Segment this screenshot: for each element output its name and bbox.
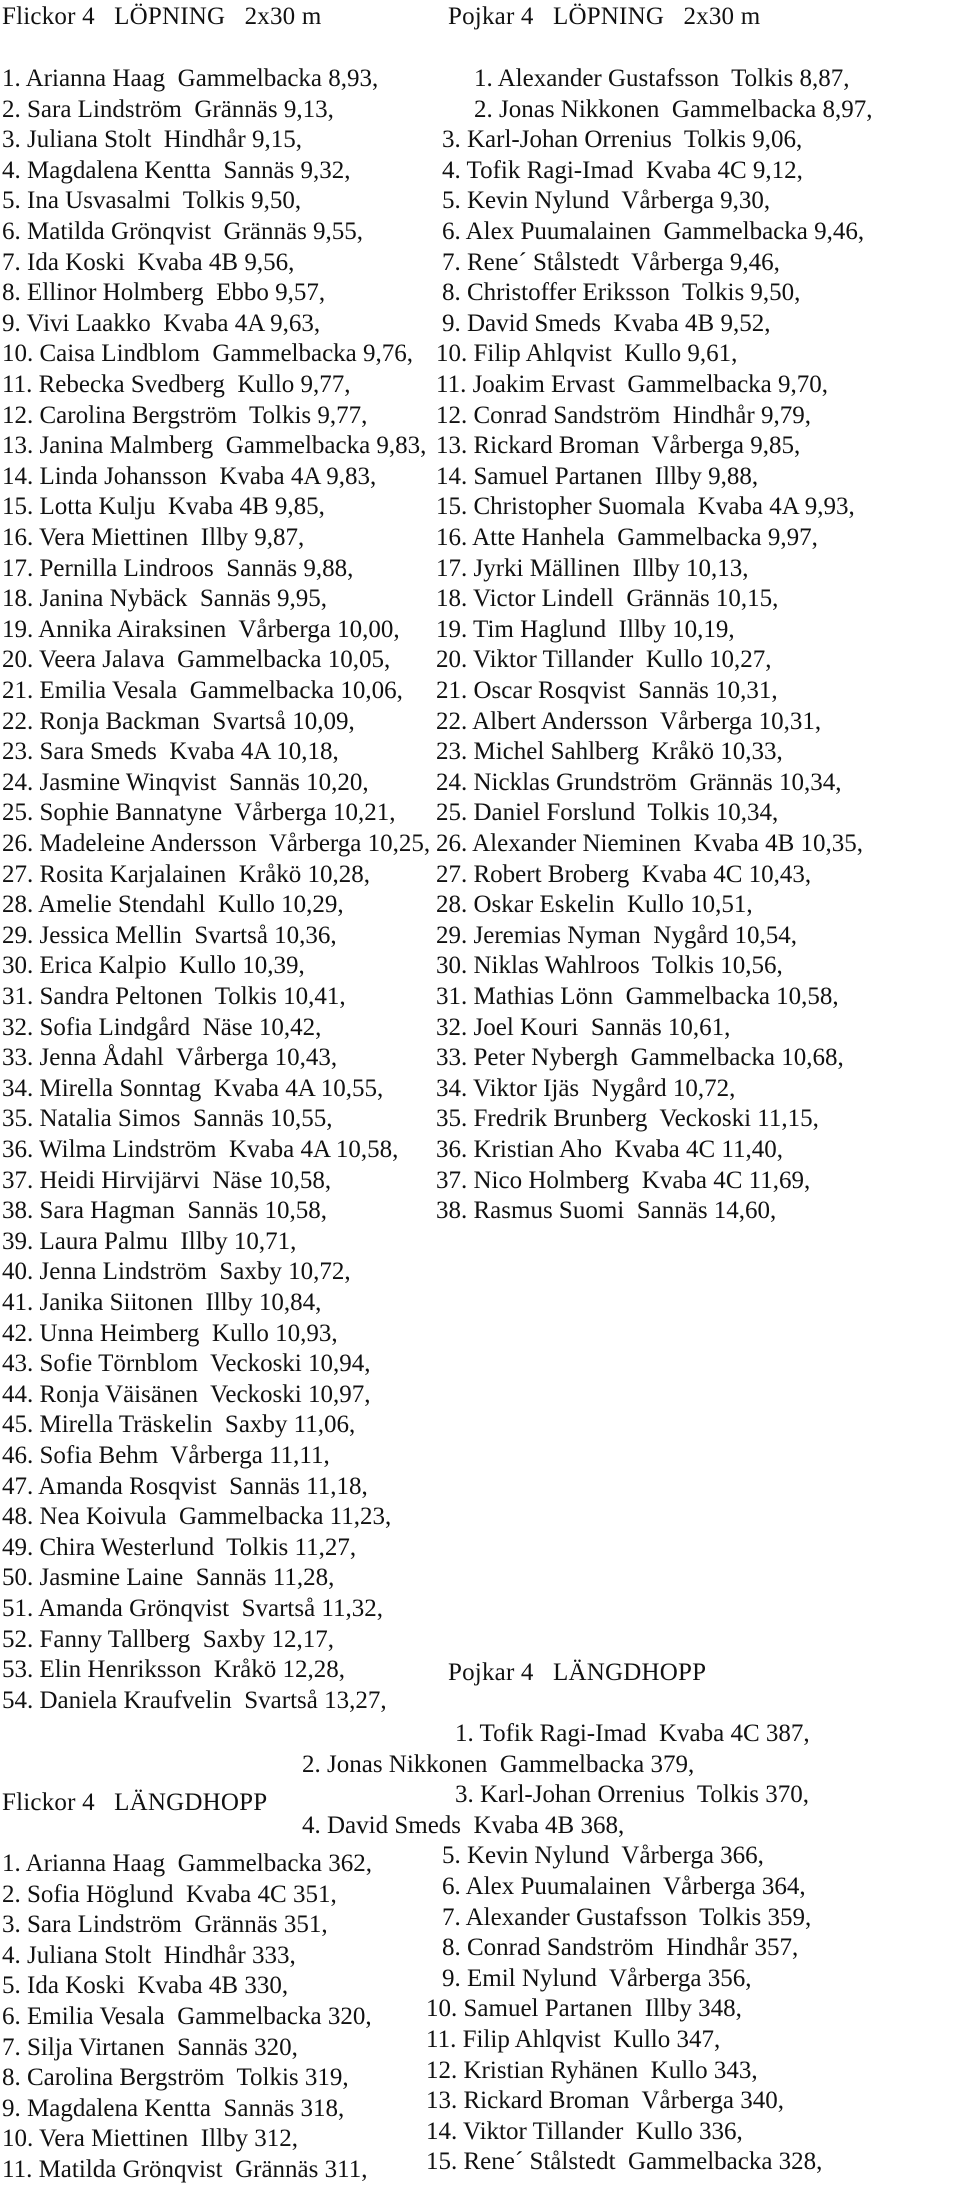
result-line: 7. Alexander Gustafsson Tolkis 359, [442,1903,812,1931]
result-line: 24. Jasmine Winqvist Sannäs 10,20, [2,768,369,796]
result-line: 38. Sara Hagman Sannäs 10,58, [2,1197,327,1225]
result-line: 11. Filip Ahlqvist Kullo 347, [426,2026,721,2053]
result-line: 29. Jessica Mellin Svartså 10,36, [2,921,337,949]
result-line: 20. Viktor Tillander Kullo 10,27, [436,646,772,674]
result-line: 19. Tim Haglund Illby 10,19, [436,615,735,643]
result-line: 49. Chira Westerlund Tolkis 11,27, [2,1533,357,1561]
result-line: 32. Joel Kouri Sannäs 10,61, [436,1013,731,1041]
result-line: 34. Viktor Ijäs Nygård 10,72, [436,1074,736,1102]
result-line: 12. Kristian Ryhänen Kullo 343, [426,2056,758,2084]
result-line: 6. Alex Puumalainen Gammelbacka 9,46, [442,218,865,245]
result-line: 30. Erica Kalpio Kullo 10,39, [2,952,305,980]
result-line: 27. Rosita Karjalainen Kråkö 10,28, [2,860,370,888]
result-line: 1. Alexander Gustafsson Tolkis 8,87, [474,65,850,92]
girls-run-heading: Flickor 4 LÖPNING 2x30 m [2,3,322,30]
result-line: 46. Sofia Behm Vårberga 11,11, [2,1442,330,1469]
result-line: 6. Matilda Grönqvist Grännäs 9,55, [2,218,364,245]
result-line: 14. Samuel Partanen Illby 9,88, [436,462,759,490]
result-line: 5. Ida Koski Kvaba 4B 330, [2,1972,289,2000]
result-line: 54. Daniela Kraufvelin Svartså 13,27, [2,1686,387,1714]
result-line: 12. Carolina Bergström Tolkis 9,77, [2,401,368,429]
result-line: 15. Christopher Suomala Kvaba 4A 9,93, [436,493,855,521]
result-line: 8. Ellinor Holmberg Ebbo 9,57, [2,279,326,307]
result-line: 3. Juliana Stolt Hindhår 9,15, [2,126,302,154]
result-line: 15. Lotta Kulju Kvaba 4B 9,85, [2,493,325,521]
result-line: 1. Arianna Haag Gammelbacka 362, [2,1850,373,1877]
result-line: 39. Laura Palmu Illby 10,71, [2,1227,297,1255]
result-line: 33. Jenna Ådahl Vårberga 10,43, [2,1044,338,1072]
result-line: 41. Janika Siitonen Illby 10,84, [2,1289,322,1316]
result-line: 8. Carolina Bergström Tolkis 319, [2,2064,349,2092]
result-line: 19. Annika Airaksinen Vårberga 10,00, [2,615,400,643]
result-line: 1. Tofik Ragi-Imad Kvaba 4C 387, [455,1720,810,1747]
result-line: 3. Sara Lindström Grännäs 351, [2,1911,328,1939]
result-line: 10. Vera Miettinen Illby 312, [2,2125,299,2153]
result-line: 30. Niklas Wahlroos Tolkis 10,56, [436,952,783,980]
result-line: 29. Jeremias Nyman Nygård 10,54, [436,921,798,949]
result-line: 15. Rene´ Stålstedt Gammelbacka 328, [426,2148,823,2176]
result-line: 22. Albert Andersson Vårberga 10,31, [436,707,822,735]
result-line: 44. Ronja Väisänen Veckoski 10,97, [2,1380,371,1408]
result-line: 43. Sofie Törnblom Veckoski 10,94, [2,1350,371,1378]
result-line: 33. Peter Nybergh Gammelbacka 10,68, [436,1044,844,1072]
result-line: 14. Viktor Tillander Kullo 336, [426,2117,743,2145]
result-line: 23. Michel Sahlberg Kråkö 10,33, [436,738,783,766]
result-line: 36. Wilma Lindström Kvaba 4A 10,58, [2,1136,399,1163]
result-line: 35. Natalia Simos Sannäs 10,55, [2,1105,333,1133]
result-line: 14. Linda Johansson Kvaba 4A 9,83, [2,462,377,490]
result-line: 7. Ida Koski Kvaba 4B 9,56, [2,248,295,276]
result-line: 40. Jenna Lindström Saxby 10,72, [2,1258,351,1286]
result-line: 3. Karl-Johan Orrenius Tolkis 370, [455,1781,809,1809]
boys-jump-heading: Pojkar 4 LÄNGDHOPP [448,1659,707,1686]
result-line: 22. Ronja Backman Svartså 10,09, [2,707,355,735]
result-line: 47. Amanda Rosqvist Sannäs 11,18, [2,1472,368,1500]
result-line: 45. Mirella Träskelin Saxby 11,06, [2,1411,356,1439]
result-line: 10. Samuel Partanen Illby 348, [426,1995,742,2023]
result-line: 37. Nico Holmberg Kvaba 4C 11,69, [436,1166,811,1194]
result-line: 9. Emil Nylund Vårberga 356, [442,1964,752,1992]
result-line: 26. Madeleine Andersson Vårberga 10,25, [2,830,431,857]
result-line: 13. Rickard Broman Vårberga 340, [426,2087,785,2115]
result-line: 4. David Smeds Kvaba 4B 368, [302,1811,625,1839]
result-line: 21. Oscar Rosqvist Sannäs 10,31, [436,677,778,704]
result-line: 10. Caisa Lindblom Gammelbacka 9,76, [2,340,414,368]
result-line: 4. Tofik Ragi-Imad Kvaba 4C 9,12, [442,156,803,184]
result-line: 32. Sofia Lindgård Näse 10,42, [2,1013,322,1041]
result-line: 9. David Smeds Kvaba 4B 9,52, [442,309,771,337]
result-line: 24. Nicklas Grundström Grännäs 10,34, [436,768,842,796]
result-line: 17. Jyrki Mällinen Illby 10,13, [436,554,749,582]
result-line: 48. Nea Koivula Gammelbacka 11,23, [2,1503,392,1531]
result-line: 7. Rene´ Stålstedt Vårberga 9,46, [442,248,780,276]
result-line: 31. Sandra Peltonen Tolkis 10,41, [2,983,346,1010]
result-line: 5. Kevin Nylund Vårberga 366, [442,1842,764,1870]
result-line: 23. Sara Smeds Kvaba 4A 10,18, [2,738,339,766]
result-line: 38. Rasmus Suomi Sannäs 14,60, [436,1197,777,1225]
result-line: 11. Joakim Ervast Gammelbacka 9,70, [436,371,829,398]
result-line: 51. Amanda Grönqvist Svartså 11,32, [2,1595,383,1622]
result-line: 4. Juliana Stolt Hindhår 333, [2,1941,296,1969]
result-line: 1. Arianna Haag Gammelbacka 8,93, [2,65,379,92]
result-line: 35. Fredrik Brunberg Veckoski 11,15, [436,1105,819,1133]
result-line: 53. Elin Henriksson Kråkö 12,28, [2,1656,346,1684]
result-line: 11. Matilda Grönqvist Grännäs 311, [2,2156,368,2183]
result-line: 2. Sofia Höglund Kvaba 4C 351, [2,1880,337,1908]
result-line: 25. Sophie Bannatyne Vårberga 10,21, [2,799,396,827]
result-line: 31. Mathias Lönn Gammelbacka 10,58, [436,983,839,1010]
result-line: 3. Karl-Johan Orrenius Tolkis 9,06, [442,126,803,154]
result-line: 13. Janina Malmberg Gammelbacka 9,83, [2,432,427,460]
result-line: 28. Amelie Stendahl Kullo 10,29, [2,891,344,919]
girls-jump-heading: Flickor 4 LÄNGDHOPP [2,1789,268,1816]
result-line: 25. Daniel Forslund Tolkis 10,34, [436,799,779,827]
result-line: 7. Silja Virtanen Sannäs 320, [2,2033,298,2061]
result-line: 17. Pernilla Lindroos Sannäs 9,88, [2,554,354,582]
result-line: 6. Alex Puumalainen Vårberga 364, [442,1873,806,1900]
result-line: 2. Jonas Nikkonen Gammelbacka 8,97, [474,95,873,123]
result-line: 9. Magdalena Kentta Sannäs 318, [2,2094,345,2122]
result-line: 21. Emilia Vesala Gammelbacka 10,06, [2,677,403,704]
result-line: 36. Kristian Aho Kvaba 4C 11,40, [436,1136,783,1163]
result-line: 26. Alexander Nieminen Kvaba 4B 10,35, [436,830,863,857]
result-line: 9. Vivi Laakko Kvaba 4A 9,63, [2,309,321,337]
result-line: 2. Jonas Nikkonen Gammelbacka 379, [302,1750,695,1778]
result-line: 37. Heidi Hirvijärvi Näse 10,58, [2,1166,332,1194]
result-line: 8. Conrad Sandström Hindhår 357, [442,1934,799,1962]
result-line: 18. Victor Lindell Grännäs 10,15, [436,585,779,613]
boys-run-heading: Pojkar 4 LÖPNING 2x30 m [448,3,761,30]
result-line: 52. Fanny Tallberg Saxby 12,17, [2,1625,335,1653]
result-line: 5. Ina Usvasalmi Tolkis 9,50, [2,187,302,215]
result-line: 16. Atte Hanhela Gammelbacka 9,97, [436,524,818,551]
result-line: 42. Unna Heimberg Kullo 10,93, [2,1319,338,1347]
result-line: 5. Kevin Nylund Vårberga 9,30, [442,187,771,215]
result-line: 12. Conrad Sandström Hindhår 9,79, [436,401,811,429]
result-line: 16. Vera Miettinen Illby 9,87, [2,524,305,551]
result-line: 6. Emilia Vesala Gammelbacka 320, [2,2003,372,2030]
result-line: 34. Mirella Sonntag Kvaba 4A 10,55, [2,1074,384,1102]
result-line: 2. Sara Lindström Grännäs 9,13, [2,95,334,123]
result-line: 10. Filip Ahlqvist Kullo 9,61, [436,340,738,368]
result-line: 18. Janina Nybäck Sannäs 9,95, [2,585,327,613]
result-line: 27. Robert Broberg Kvaba 4C 10,43, [436,860,812,888]
result-line: 11. Rebecka Svedberg Kullo 9,77, [2,371,351,398]
result-line: 20. Veera Jalava Gammelbacka 10,05, [2,646,391,674]
result-line: 28. Oskar Eskelin Kullo 10,51, [436,891,753,919]
result-line: 4. Magdalena Kentta Sannäs 9,32, [2,156,351,184]
result-line: 13. Rickard Broman Vårberga 9,85, [436,432,801,460]
result-line: 8. Christoffer Eriksson Tolkis 9,50, [442,279,801,307]
result-line: 50. Jasmine Laine Sannäs 11,28, [2,1564,335,1592]
